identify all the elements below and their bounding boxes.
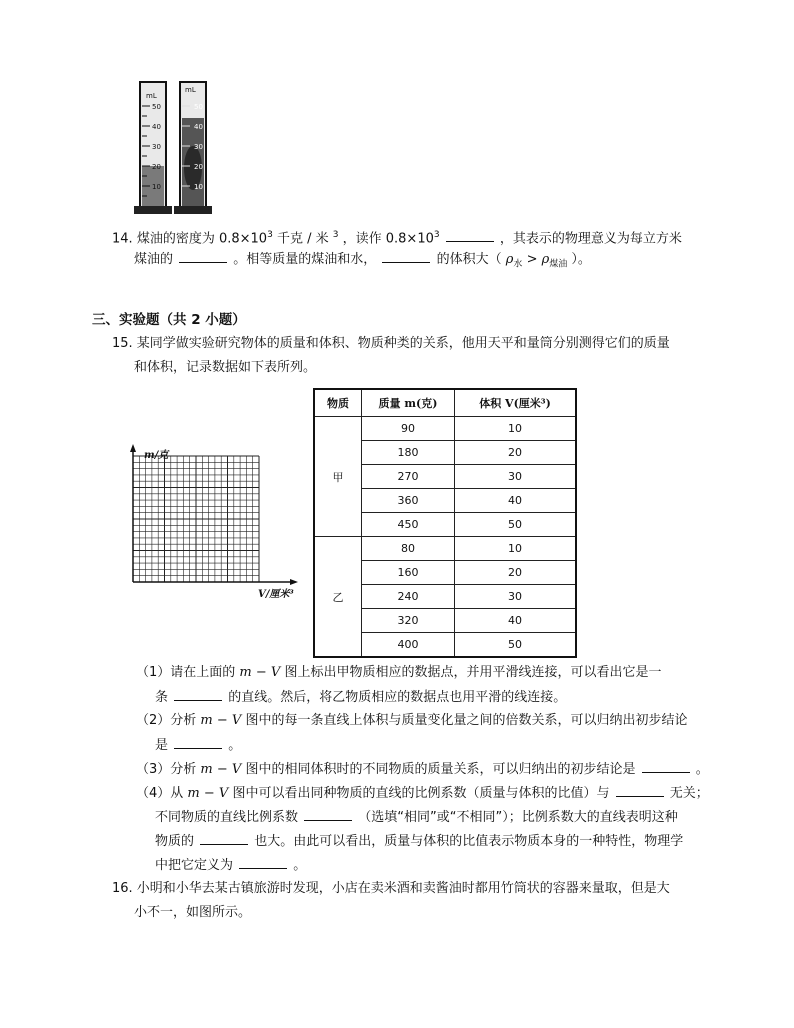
mass-cell: 90 — [362, 417, 455, 441]
answer-blank[interactable] — [179, 250, 227, 263]
q15-sub4-line4 — [155, 856, 306, 875]
greater-than: > — [526, 252, 542, 267]
grid-lines — [133, 456, 259, 582]
answer-blank[interactable] — [174, 688, 222, 701]
sub-text: （1）请在上面的 — [136, 665, 236, 680]
sub-text: （2）分析 — [136, 713, 197, 728]
q14-line1 — [112, 226, 682, 248]
answer-blank[interactable] — [642, 760, 690, 773]
answer-blank[interactable] — [446, 229, 494, 242]
exponent: 3 — [267, 230, 273, 240]
q14-text: 煤油的密度为 0.8×10 — [136, 231, 268, 247]
volume-cell: 40 — [455, 489, 577, 513]
sub-text: 条 — [155, 690, 169, 705]
mv-symbol: m − V — [239, 665, 281, 680]
mv-symbol: m − V — [200, 713, 242, 728]
subscript: 水 — [513, 259, 523, 270]
exponent: 3 — [332, 230, 339, 240]
answer-blank[interactable] — [200, 832, 248, 845]
x-axis-label: V/厘米³ — [258, 589, 294, 600]
header-cell: 物质 — [314, 389, 362, 417]
section-heading: 三、实验题（共 2 小题） — [92, 312, 246, 328]
header-cell: 体积 V(厘米³) — [455, 389, 577, 417]
sub-text: 。 — [293, 858, 307, 873]
q14-text: 煤油的 — [134, 252, 174, 267]
q15-sub4-line2 — [155, 808, 678, 827]
sub-text: 。 — [228, 738, 242, 753]
table-row — [314, 537, 576, 561]
sub-text: 不同物质的直线比例系数 — [155, 810, 299, 825]
answer-blank[interactable] — [382, 250, 430, 263]
q15-sub3-line — [136, 760, 709, 779]
q15-sub2-line1 — [136, 712, 687, 730]
mv-symbol: m − V — [187, 786, 229, 801]
answer-blank[interactable] — [174, 736, 222, 749]
rho-symbol: ρ — [505, 252, 514, 267]
left-tick: 50 — [152, 103, 161, 111]
sub-text: 物质的 — [155, 834, 195, 849]
sub-text: 图中的每一条直线上体积与质量变化量之间的倍数关系，可以归纳出初步结论 — [245, 713, 688, 728]
x-axis-arrow — [290, 579, 298, 585]
sub-text: （选填“相同”或“不相同”）；比例系数大的直线表明这种 — [358, 810, 678, 825]
q14-text: 的体积大（ — [436, 252, 502, 267]
q15-line2: 和体积，记录数据如下表所列。 — [134, 360, 317, 375]
y-axis-arrow — [130, 444, 136, 452]
q14-text: ，读作 0.8×10 — [342, 231, 434, 247]
volume-cell: 20 — [455, 561, 577, 585]
q15-sub2-line2 — [155, 736, 241, 755]
answer-blank[interactable] — [304, 808, 352, 821]
q15-sub4-line3 — [155, 832, 683, 851]
answer-blank[interactable] — [616, 784, 664, 797]
subscript: 煤油 — [549, 259, 568, 270]
volume-cell: 10 — [455, 537, 577, 561]
measuring-cylinders-figure — [130, 78, 220, 218]
mass-cell: 450 — [362, 513, 455, 537]
right-tick: 30 — [194, 143, 203, 151]
sub-text: 。 — [695, 762, 709, 777]
right-tick: 50 — [194, 103, 203, 111]
q15-sub4-line1 — [136, 784, 709, 803]
q14-text: ，其表示的物理意义为每立方米 — [499, 231, 682, 247]
question-number: 14. — [112, 231, 133, 247]
sub-text: 图上标出甲物质相应的数据点，并用平滑线连接，可以看出它是一 — [284, 665, 662, 680]
left-unit-label: mL — [146, 92, 157, 100]
sub-text: （4）从 — [136, 786, 184, 801]
data-table — [313, 388, 577, 658]
volume-cell: 10 — [455, 417, 577, 441]
q14-text: 。相等质量的煤油和水， — [233, 252, 377, 267]
table-row — [314, 417, 576, 441]
left-tick: 10 — [152, 183, 161, 191]
mass-cell: 360 — [362, 489, 455, 513]
substance-cell: 乙 — [314, 537, 362, 658]
mass-cell: 80 — [362, 537, 455, 561]
right-tick: 20 — [194, 163, 203, 171]
volume-cell: 40 — [455, 609, 577, 633]
right-tick: 40 — [194, 123, 203, 131]
volume-cell: 50 — [455, 633, 577, 658]
mass-cell: 270 — [362, 465, 455, 489]
q15-sub1-line1 — [136, 664, 661, 682]
mass-cell: 160 — [362, 561, 455, 585]
rho-symbol: ρ — [541, 252, 550, 267]
mass-cell: 320 — [362, 609, 455, 633]
sub-text: 无关； — [669, 786, 709, 801]
y-axis-label: m/克 — [144, 450, 169, 461]
sub-text: 图中的相同体积时的不同物质的质量关系，可以归纳出的初步结论是 — [245, 762, 636, 777]
table-header-row — [314, 389, 576, 417]
m-v-grid-chart — [128, 444, 308, 604]
q14-text: ）。 — [571, 252, 591, 267]
right-unit-label: mL — [185, 86, 196, 94]
mass-cell: 180 — [362, 441, 455, 465]
sub-text: 是 — [155, 738, 169, 753]
answer-blank[interactable] — [239, 856, 287, 869]
left-tick: 40 — [152, 123, 161, 131]
exponent: 3 — [433, 230, 440, 240]
q14-text: 千克 / 米 — [276, 231, 329, 247]
q15-line1: 15. 某同学做实验研究物体的质量和体积、物质种类的关系，他用天平和量筒分别测得它们的质量 — [112, 336, 670, 351]
left-tick: 30 — [152, 143, 161, 151]
sub-text: 也大。由此可以看出，质量与体积的比值表示物质本身的一种特性，物理学 — [254, 834, 684, 849]
sub-text: （3）分析 — [136, 762, 197, 777]
q16-line2: 小不一，如图所示。 — [134, 905, 252, 920]
substance-cell: 甲 — [314, 417, 362, 537]
q16-line1: 16. 小明和小华去某古镇旅游时发现，小店在卖米酒和卖酱油时都用竹筒状的容器来量取，但是大 — [112, 881, 670, 896]
header-cell: 质量 m(克) — [362, 389, 455, 417]
sub-text: 中把它定义为 — [155, 858, 234, 873]
sub-text: 图中可以看出同种物质的直线的比例系数（质量与体积的比值）与 — [232, 786, 610, 801]
mass-cell: 400 — [362, 633, 455, 658]
q14-line2 — [134, 250, 591, 274]
volume-cell: 30 — [455, 465, 577, 489]
right-tick: 10 — [194, 183, 203, 191]
volume-cell: 30 — [455, 585, 577, 609]
q15-sub1-line2 — [155, 688, 566, 707]
volume-cell: 20 — [455, 441, 577, 465]
left-tick: 20 — [152, 163, 161, 171]
mv-symbol: m − V — [200, 762, 242, 777]
volume-cell: 50 — [455, 513, 577, 537]
mass-cell: 240 — [362, 585, 455, 609]
sub-text: 的直线。然后，将乙物质相应的数据点也用平滑的线连接。 — [228, 690, 567, 705]
